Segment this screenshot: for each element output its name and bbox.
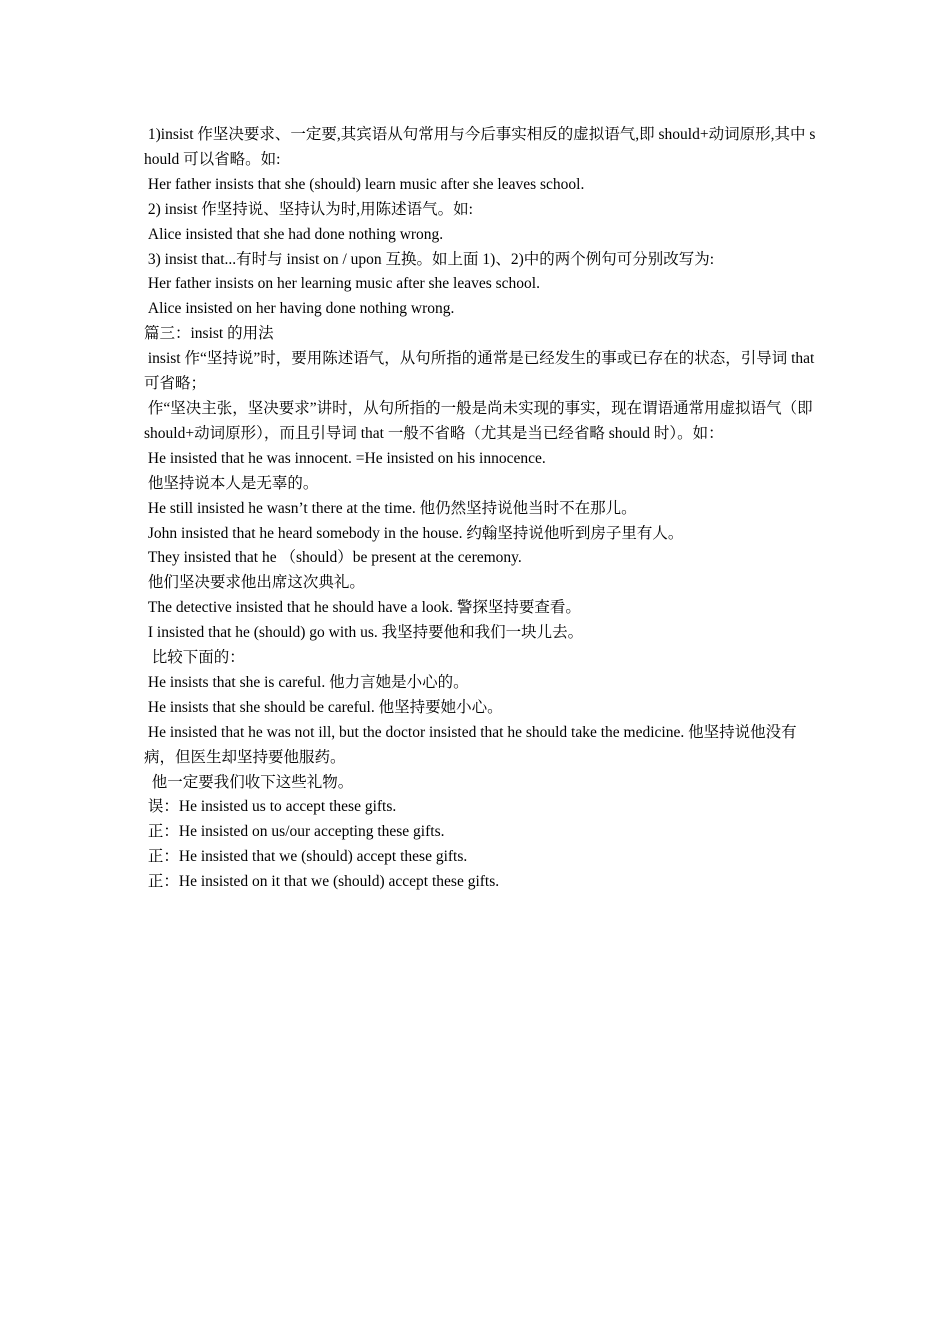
example-translation: 他坚持说本人是无辜的。 bbox=[144, 474, 319, 492]
subheading: 比较下面的： bbox=[144, 649, 245, 667]
section-heading: 篇三：insist 的用法 bbox=[144, 325, 274, 343]
example-sentence: Alice insisted on her having done nothing wrong. bbox=[144, 300, 455, 318]
correct-example: 正：He insisted on it that we (should) accept these gifts. bbox=[144, 873, 500, 891]
example-sentence: Her father insists on her learning music after she leaves school. bbox=[144, 275, 540, 293]
document-body bbox=[144, 123, 819, 895]
example-sentence: The detective insisted that he should have a look. 警探坚持要查看。 bbox=[144, 599, 581, 617]
example-sentence: They insisted that he （should）be present at the ceremony. bbox=[144, 549, 522, 567]
example-sentence: He insists that she should be careful. 他坚持要她小心。 bbox=[144, 698, 503, 716]
example-sentence: He insisted that he was innocent. =He insisted on his innocence. bbox=[144, 449, 546, 467]
paragraph: insist 作“坚持说”时，要用陈述语气，从句所指的通常是已经发生的事或已存在的状态，引导词 that 可省略； bbox=[144, 350, 819, 393]
example-sentence: Her father insists that she (should) learn music after she leaves school. bbox=[144, 175, 585, 193]
example-sentence: He still insisted he wasn’t there at the time. 他仍然坚持说他当时不在那儿。 bbox=[144, 499, 637, 517]
wrong-example: 误：He insisted us to accept these gifts. bbox=[144, 798, 397, 816]
paragraph: 2) insist 作坚持说、坚持认为时,用陈述语气。如: bbox=[144, 200, 473, 218]
example-translation: 他们坚决要求他出席这次典礼。 bbox=[144, 574, 365, 592]
paragraph: 1)insist 作坚决要求、一定要,其宾语从句常用与今后事实相反的虚拟语气,即 should+动词原形,其中 should 可以省略。如: bbox=[144, 126, 816, 168]
correct-example: 正：He insisted on us/our accepting these gifts. bbox=[144, 823, 445, 841]
example-translation: 他一定要我们收下这些礼物。 bbox=[144, 773, 354, 791]
example-sentence: John insisted that he heard somebody in the house. 约翰坚持说他听到房子里有人。 bbox=[144, 524, 684, 542]
example-sentence: He insists that she is careful. 他力言她是小心的。 bbox=[144, 673, 469, 691]
paragraph: 作“坚决主张，坚决要求”讲时，从句所指的一般是尚未实现的事实，现在谓语通常用虚拟语气（即 should+动词原形），而且引导词 that 一般不省略（尤其是当已经省略 should 时）。如： bbox=[144, 399, 817, 442]
paragraph: 3) insist that...有时与 insist on / upon 互换。如上面 1)、2)中的两个例句可分别改写为: bbox=[144, 250, 715, 268]
example-sentence: I insisted that he (should) go with us. 我坚持要他和我们一块儿去。 bbox=[144, 624, 584, 642]
example-sentence: He insisted that he was not ill, but the doctor insisted that he should take the medicine. 他坚持说他没有病，但医生却坚持要他服药。 bbox=[144, 723, 797, 766]
correct-example: 正：He insisted that we (should) accept these gifts. bbox=[144, 848, 468, 866]
example-sentence: Alice insisted that she had done nothing wrong. bbox=[144, 225, 444, 243]
